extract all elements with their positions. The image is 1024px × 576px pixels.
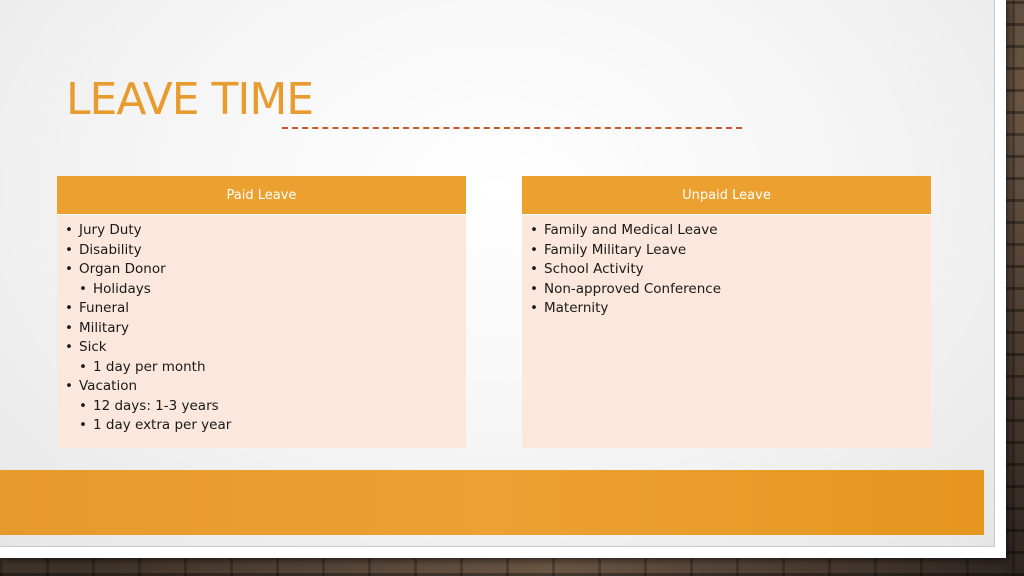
list-item-text: Family Military Leave	[544, 241, 687, 258]
list-item	[65, 221, 466, 241]
bullet-icon: •	[65, 300, 73, 316]
bullet-icon: •	[65, 261, 73, 277]
list-item-text: 1 day per month	[93, 358, 206, 375]
list-item	[65, 397, 466, 417]
list-item	[530, 280, 931, 300]
bullet-icon: •	[530, 300, 538, 316]
list-item	[65, 377, 466, 397]
list-item-text: Holidays	[93, 280, 151, 297]
bullet-icon: •	[65, 339, 73, 355]
list-item	[530, 221, 931, 241]
list-item-text: Disability	[79, 241, 142, 258]
slide-title[interactable]: LEAVE TIME	[66, 74, 314, 125]
unpaid-leave-table[interactable]	[522, 176, 931, 448]
list-item-text: Maternity	[544, 300, 609, 316]
list-item	[65, 319, 466, 339]
bullet-icon: •	[530, 241, 538, 258]
unpaid-leave-list	[530, 221, 931, 319]
list-item-text: Vacation	[79, 378, 138, 394]
bullet-icon: •	[530, 261, 538, 277]
bullet-icon: •	[530, 222, 538, 238]
bullet-icon: •	[65, 319, 73, 336]
list-item	[530, 241, 931, 261]
unpaid-leave-header[interactable]: Unpaid Leave	[522, 176, 931, 215]
bullet-icon: •	[65, 378, 73, 394]
bottom-accent-band	[0, 470, 984, 535]
list-item-text: Military	[79, 319, 130, 336]
paid-leave-table[interactable]	[57, 176, 466, 448]
list-item-text: Organ Donor	[79, 261, 166, 277]
bullet-icon: •	[79, 358, 87, 375]
paid-leave-cell[interactable]	[57, 215, 466, 436]
title-dashed-rule	[282, 127, 742, 129]
bullet-icon: •	[79, 280, 87, 297]
list-item-text: School Activity	[544, 261, 644, 277]
list-item	[65, 358, 466, 378]
list-item	[530, 260, 931, 280]
list-item	[65, 260, 466, 280]
list-item-text: Funeral	[79, 300, 130, 316]
list-item	[65, 299, 466, 319]
list-item-text: Jury Duty	[79, 222, 142, 238]
bullet-icon: •	[79, 417, 87, 433]
list-item-text: 1 day extra per year	[93, 417, 232, 433]
unpaid-leave-cell[interactable]	[522, 215, 931, 319]
list-item-text: 12 days: 1-3 years	[93, 397, 219, 414]
list-item-text: Non-approved Conference	[544, 280, 722, 297]
bullet-icon: •	[65, 241, 73, 258]
paid-leave-header[interactable]: Paid Leave	[57, 176, 466, 215]
bullet-icon: •	[530, 280, 538, 297]
list-item	[65, 416, 466, 436]
bullet-icon: •	[65, 222, 73, 238]
bullet-icon: •	[79, 397, 87, 414]
list-item	[530, 299, 931, 319]
list-item	[65, 280, 466, 300]
list-item	[65, 241, 466, 261]
list-item-text: Family and Medical Leave	[544, 222, 718, 238]
list-item	[65, 338, 466, 358]
paid-leave-list	[65, 221, 466, 436]
list-item-text: Sick	[79, 339, 107, 355]
